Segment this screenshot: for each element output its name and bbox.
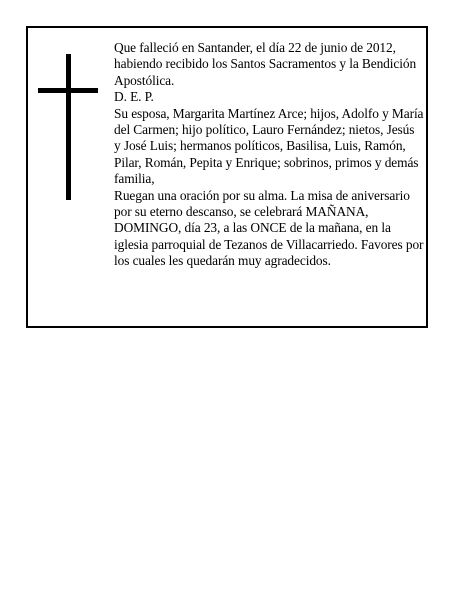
cross-icon bbox=[38, 54, 98, 200]
cross-horizontal-bar bbox=[38, 88, 98, 93]
cross-vertical-bar bbox=[66, 54, 71, 200]
obituary-mass-request: Ruegan una oración por su alma. La misa de aniversario por su eterno descanso, se celebrará MAÑANA, DOMINGO, día 23, a las ONCE de la mañana, en la iglesia parroquial de Tezanos de Villacarriedo. Favores por los cuales les quedarán muy agradecidos. bbox=[114, 187, 424, 269]
obituary-text bbox=[114, 40, 424, 270]
obituary-family: Su esposa, Margarita Martínez Arce; hijos, Adolfo y María del Carmen; hijo político, Lauro Fernández; nietos, Jesús y José Luis; hermanos políticos, Basilisa, Luis, Ramón, Pilar, Román, Pepita y Enrique; sobrinos, primos y demás familia, bbox=[114, 105, 424, 187]
obituary-notice bbox=[26, 26, 428, 328]
obituary-intro: Que falleció en Santander, el día 22 de junio de 2012, habiendo recibido los Santos Sacramentos y la Bendición Apostólica. bbox=[114, 40, 417, 88]
obituary-rip: D. E. P. bbox=[114, 89, 154, 105]
